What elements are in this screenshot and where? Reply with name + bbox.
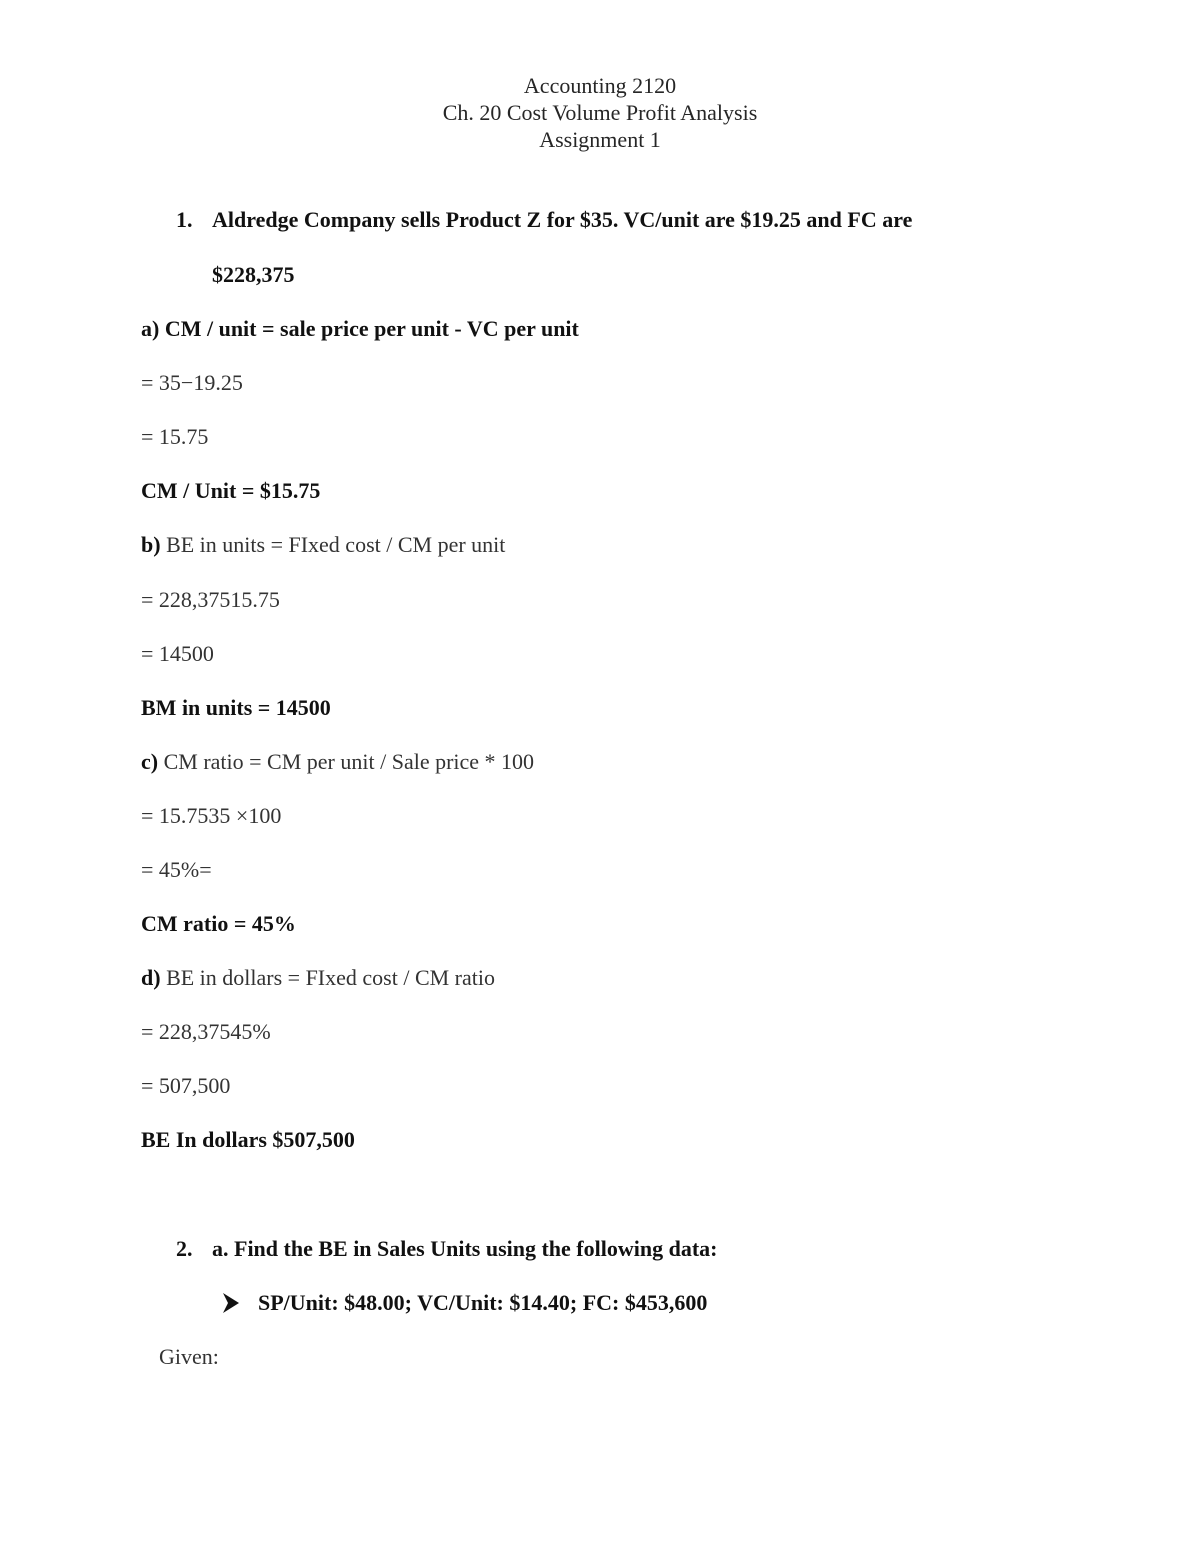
arrow-bullet-icon [222,1292,240,1314]
part-b-label [141,531,505,559]
question-2-data-bullet: SP/Unit: $48.00; VC/Unit: $14.40; FC: $453,600 [258,1290,708,1315]
course-title: Accounting 2120 [523,73,677,98]
given-label: Given: [159,1344,219,1369]
part-d-step2: = 507,500 [141,1073,231,1098]
question-1-text-line2: $228,375 [212,262,295,287]
part-c-prefix: c) [141,749,159,774]
part-d-prefix: d) [141,965,161,990]
part-c-formula: CM ratio = CM per unit / Sale price * 100 [158,749,535,774]
part-c-step2: = 45%= [141,857,212,882]
part-b-prefix: b) [141,532,161,557]
part-a-label: a) CM / unit = sale price per unit - VC per unit [141,316,579,341]
part-c-result: CM ratio = 45% [141,911,296,936]
question-1-text-line1: Aldredge Company sells Product Z for $35. VC/unit are $19.25 and FC are [212,207,913,232]
part-b-result: BM in units = 14500 [141,695,331,720]
part-d-step1: = 228,37545% [141,1019,271,1044]
assignment-title: Assignment 1 [539,127,661,152]
part-a-result: CM / Unit = $15.75 [141,478,321,503]
chapter-title: Ch. 20 Cost Volume Profit Analysis [442,100,758,125]
part-d-formula: BE in dollars = FIxed cost / CM ratio [160,965,495,990]
part-d-label [141,964,495,992]
part-c-step1: = 15.7535 ×100 [141,803,282,828]
question-2-number: 2. [176,1236,193,1261]
part-b-step2: = 14500 [141,641,214,666]
part-b-step1: = 228,37515.75 [141,587,280,612]
part-a-step2: = 15.75 [141,424,209,449]
question-1-number: 1. [176,207,193,232]
part-d-result: BE In dollars $507,500 [141,1127,355,1152]
question-2-text: a. Find the BE in Sales Units using the following data: [212,1236,718,1261]
part-b-formula: BE in units = FIxed cost / CM per unit [160,532,506,557]
part-c-label [141,748,534,776]
part-a-step1: = 35−19.25 [141,370,243,395]
